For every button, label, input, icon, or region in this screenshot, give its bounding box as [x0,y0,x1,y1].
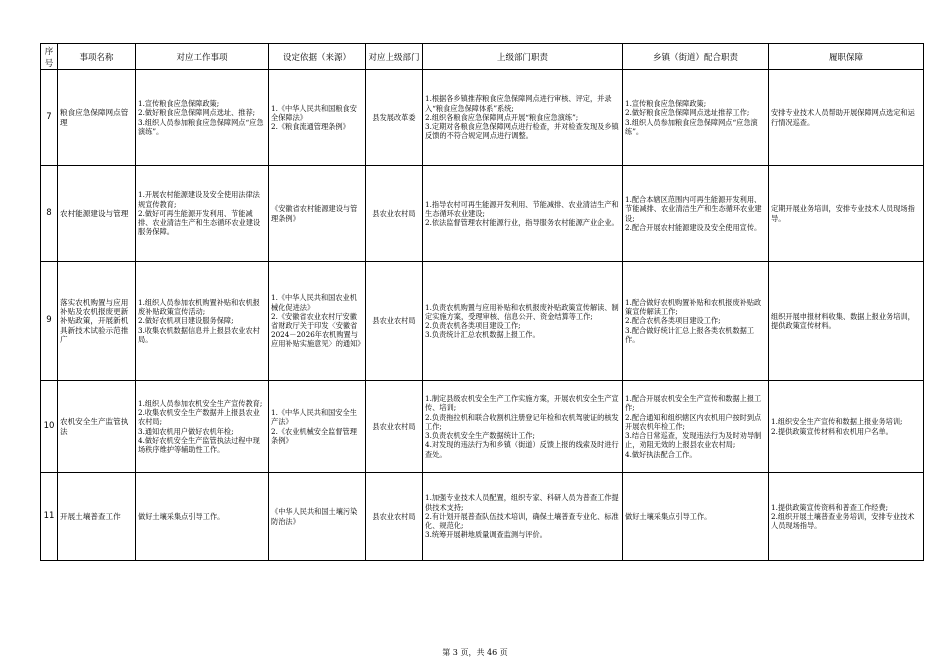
cell-line: 2.负责拖拉机和联合收割机注册登记年检和农机驾驶证的核发工作; [425,412,619,431]
cell-line: 4.做好执法配合工作。 [625,449,697,459]
row-guarantee [769,166,924,262]
row-work-items [136,166,269,262]
row-dept-duty [423,381,623,473]
responsibility-table [40,43,924,561]
row-town-coop [623,166,769,262]
cell-line: 做好土壤采集点引导工作。 [138,511,225,521]
row-number: 7 [41,70,58,166]
row-number: 8 [41,166,58,262]
cell-line: 1.《中华人民共和国粮食安全保障法》 [271,103,357,122]
cell-line: 3.定期对各粮食应急保障网点进行检查，并对检查发现及乡镇反馈的不符合规定网点进行调整。 [425,122,619,141]
cell-line: 1.配合开展农机安全生产宣传和数据上报工作; [625,394,762,413]
cell-line: 1.提供政策宣传资料和普查工作经费; [771,502,889,512]
row-dept: 县农业农村局 [366,473,423,561]
page-footer: 第 3 页，共 46 页 [442,648,508,657]
cell-line: 4.对发现的违法行为和乡镇（街道）反馈上报的线索及时进行查处。 [425,440,619,459]
cell-line: 2.《农业机械安全监督管理条例》 [271,426,357,445]
cell-line: 1.《中华人民共和国农业机械化促进法》 [271,293,357,312]
cell-line: 1.加强专业技术人员配置，组织专家、科研人员为普查工作提供技术支持; [425,493,619,512]
row-item-name: 粮食应急保障网点管理 [58,70,136,166]
cell-line: 2.依法监督管理农村能源行业，指导服务农村能源产业企业。 [425,218,619,228]
cell-line: 2.《粮食流通管理条例》 [271,122,350,132]
row-item-name: 开展土壤普查工作 [58,473,136,561]
row-work-items [136,70,269,166]
cell-line: 3.组织人员参加粮食应急保障网点“应急演练”。 [625,117,758,136]
table-header-row [41,44,924,70]
cell-line: 2.做好粮食应急保障网点选址、推荐; [138,108,256,118]
row-guarantee [769,262,924,381]
cell-line: 2.《安徽省农业农村厅安徽省财政厅关于印发〈安徽省2024－2026年农机购置与应用补贴实施意见〉的通知》 [271,311,365,349]
row-dept: 县发展改革委 [366,70,423,166]
row-town-coop [623,381,769,473]
cell-line: 1.根据各乡镇推荐粮食应急保障网点进行审核、评定，并录入“粮食应急保障体系”系统; [425,94,612,113]
row-number: 9 [41,262,58,381]
cell-line: 1.配合本辖区范围内可再生能源开发利用、节能减排、农业清洁生产和生态循环农业建设; [625,195,762,223]
header-guarantee: 履职保障 [769,44,924,70]
cell-line: 1.配合做好农机购置补贴和农机报废补贴政策宣传解读工作; [625,297,762,317]
cell-line: 《中华人民共和国土壤污染防治法》 [271,507,358,526]
row-number: 10 [41,381,58,473]
row-basis [269,473,366,561]
table-row [41,381,924,473]
row-item-name: 农村能源建设与管理 [58,166,136,262]
row-basis [269,70,366,166]
cell-line: 2.负责农机各类项目建设工作; [425,321,521,330]
cell-line: 1.负责农机购置与应用补贴和农机报废补贴政策宣传解读、制定实施方案，受理审核、信息公开、资金结算等工作; [425,302,619,321]
row-dept-duty [423,70,623,166]
header-town-coop: 乡镇（街道）配合职责 [623,44,769,70]
table-row [41,262,924,381]
cell-line: 2.收集农机安全生产数据并上报县农业农村局; [138,408,260,427]
row-dept: 县农业农村局 [366,262,423,381]
cell-line: 3.结合日常巡查，发现违法行为及时劝导制止，劝阻无效的上报县农业农村局; [625,431,762,450]
cell-line: 2.提供政策宣传材料和农机用户名单。 [771,426,893,436]
row-dept-duty [423,262,623,381]
row-number: 11 [41,473,58,561]
cell-line: 2.配合通知和组织辖区内农机用户按时到点开展农机年检工作; [625,412,762,431]
row-work-items [136,262,269,381]
cell-line: 2.组织开展土壤普查业务培训，安排专业技术人员现场指导。 [771,511,915,531]
row-town-coop [623,70,769,166]
cell-line: 1.指导农村可再生能源开发利用、节能减排、农业清洁生产和生态循环农业建设; [425,199,619,218]
header-work-items: 对应工作事项 [136,44,269,70]
row-guarantee [769,473,924,561]
cell-line: 3.通知农机用户做好农机年检; [138,426,234,436]
table-row [41,166,924,262]
row-guarantee [769,70,924,166]
row-item-name: 农机安全生产监管执法 [58,381,136,473]
header-item-name: 事项名称 [58,44,136,70]
row-basis [269,166,366,262]
cell-line: 3.收集农机数据信息并上报县农业农村局。 [138,325,260,344]
cell-line: 2.有计划开展普查队伍技术培训，确保土壤普查专业化、标准化、规范化; [425,511,619,531]
row-item-name: 落实农机购置与应用补贴及农机报废更新补贴政策，开展新机具新技术试验示范推广 [58,262,136,381]
row-dept: 县农业农村局 [366,166,423,262]
row-basis [269,262,366,381]
cell-line: 1.制定县级农机安全生产工作实施方案，开展农机安全生产宣传、培训; [425,394,619,413]
cell-line: 组织开展申报材料收集、数据上报业务培训，提供政策宣传材料。 [771,311,915,330]
cell-line: 1.《中华人民共和国安全生产法》 [271,408,357,427]
row-work-items [136,473,269,561]
cell-line: 3.组织人员参加粮食应急保障网点“应急演练”。 [138,117,264,136]
cell-line: 2.做好可再生能源开发利用、节能减排、农业清洁生产和生态循环农业建设服务保障。 [138,208,261,237]
table-row [41,473,924,561]
row-work-items [136,381,269,473]
cell-line: 定期开展业务培训，安排专业技术人员现场指导。 [771,204,915,223]
cell-line: 2.做好农机项目建设服务保障; [138,316,234,326]
cell-line: 3.负责统计汇总农机数据上报工作。 [425,330,540,340]
cell-line: 2.配合开展农村能源建设及安全使用宣传。 [625,222,762,232]
cell-line: 安排专业技术人员帮助开展保障网点选定和运行情况巡查。 [771,108,915,127]
cell-line: 1.组织人员参加农机购置补贴和农机报废补贴政策宣传活动; [138,297,260,317]
header-dept-duty: 上级部门职责 [423,44,623,70]
header-dept: 对应上级部门 [366,44,423,70]
cell-line: 《安徽省农村能源建设与管理条例》 [271,204,358,223]
cell-line: 2.配合农机各类项目建设工作; [625,316,721,326]
cell-line: 2.做好粮食应急保障网点选址推荐工作; [625,108,750,118]
cell-line: 1.宣传粮食应急保障政策; [625,99,707,109]
cell-line: 做好土壤采集点引导工作。 [625,511,712,521]
cell-line: 2.组织各粮食应急保障网点开展“粮食应急演练”; [425,112,579,122]
row-dept-duty [423,166,623,262]
table-row [41,70,924,166]
header-basis: 设定依据（来源） [269,44,366,70]
cell-line: 1.宣传粮食应急保障政策; [138,99,220,109]
cell-line: 1.开展农村能源建设及安全使用法律法规宣传教育; [138,190,260,209]
header-no: 序号 [41,44,58,70]
row-guarantee [769,381,924,473]
cell-line: 3.配合做好统计汇总上报各类农机数据工作。 [625,325,755,344]
cell-line: 3.统筹开展耕地质量调查监测与评价。 [425,530,547,540]
row-town-coop [623,262,769,381]
cell-line: 3.负责农机安全生产数据统计工作; [425,431,535,441]
cell-line: 4.做好农机安全生产监管执法过程中现场秩序维护等辅助性工作。 [138,435,260,454]
cell-line: 1.组织安全生产宣传和数据上报业务培训; [771,417,903,427]
row-basis [269,381,366,473]
row-dept: 县农业农村局 [366,381,423,473]
cell-line: 1.组织人员参加农机安全生产宣传教育; [138,398,263,408]
row-town-coop [623,473,769,561]
row-dept-duty [423,473,623,561]
